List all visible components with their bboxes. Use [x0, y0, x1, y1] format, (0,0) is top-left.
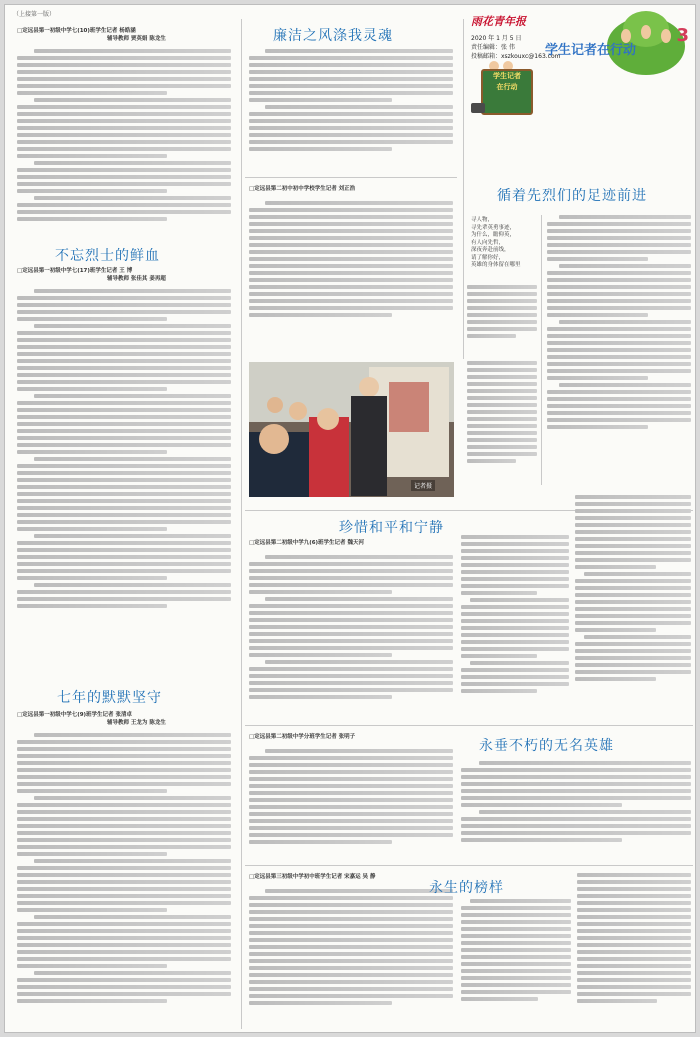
section-divider — [245, 725, 693, 726]
byline: □定远县第一初级中学七(9)班学生记者 张清卓 辅导教师 王龙为 陈龙生 — [17, 712, 166, 726]
article-headline: 七年的默默坚守 — [57, 690, 162, 706]
column-divider — [241, 19, 242, 1029]
article-headline: 永垂不朽的无名英雄 — [479, 738, 614, 754]
section-divider — [245, 177, 457, 178]
byline: □定远县第二初级中学分班学生记者 张明子 — [249, 734, 356, 740]
column-logo-badge — [481, 69, 533, 115]
newspaper-page — [4, 4, 696, 1033]
paper-name: 雨花青年报 — [471, 15, 526, 28]
byline: □定远县第二初级中学九(6)班学生记者 魏天河 — [249, 540, 364, 546]
column-divider — [463, 19, 464, 359]
article-body — [249, 201, 453, 351]
article-headline: 不忘烈士的鲜血 — [55, 248, 160, 264]
byline: □定远县第三初级中学初中班学生记者 宋嘉运 吴 静 — [249, 874, 376, 880]
article-body — [249, 889, 453, 1027]
article-body — [249, 555, 453, 715]
article-body — [461, 899, 571, 1027]
article-headline: 珍惜和平和宁静 — [339, 520, 444, 536]
article-body — [467, 361, 537, 485]
article-body — [17, 49, 231, 239]
article-body — [467, 285, 537, 355]
page-runner: （上接第一版） — [13, 11, 56, 18]
article-headline: 永生的榜样 — [429, 880, 504, 896]
article-body — [249, 749, 453, 859]
article-headline: 廉洁之风涤我灵魂 — [273, 28, 393, 44]
camera-icon — [471, 103, 485, 113]
badge-line: 学生记者 — [493, 72, 521, 80]
badge-line: 在行动 — [496, 83, 518, 91]
page-number: 3 — [676, 25, 689, 46]
guide-figure — [359, 377, 379, 397]
issue-date: 2020 年 1 月 5 日 — [471, 35, 522, 42]
section-divider — [245, 865, 693, 866]
byline: □定远县第一初级中学七(17)班学生记者 王 博 辅导教师 张佳其 姜再超 — [17, 268, 166, 282]
article-body — [577, 873, 691, 1027]
article-body — [461, 535, 569, 715]
photo-caption: 记者摄 — [411, 480, 435, 491]
byline: □定远县第二初中初中学校学生记者 刘正浩 — [249, 186, 356, 192]
article-body — [575, 495, 691, 715]
editor-credit: 责任编辑：张 伟 — [471, 44, 515, 51]
section-title: 学生记者在行动 — [545, 43, 637, 58]
news-photo — [249, 362, 454, 497]
masthead — [471, 11, 693, 129]
article-body — [17, 289, 231, 649]
article-headline: 循着先烈们的足迹前进 — [497, 188, 647, 204]
article-body — [547, 215, 691, 485]
byline: □定远县第一初级中学七(10)班学生记者 杨皓涵 辅导教师 贾英娟 陈龙生 — [17, 28, 166, 42]
submission-email: 投稿邮箱：xszkouxc@163.com — [471, 53, 561, 60]
article-body — [461, 761, 691, 861]
article-body — [17, 733, 231, 1023]
poem: 寻人物， 寻先辈英勇事迹， 为什么，瞻仰英， 有人向先哲， 深夜奔赴前线， 请了解你好， 英雄的身体留在哪里 — [471, 217, 521, 268]
student-figure-icon — [641, 25, 651, 39]
student-figure-icon — [661, 29, 671, 43]
student-figure — [259, 424, 289, 454]
article-body — [249, 49, 453, 171]
column-divider — [541, 215, 542, 485]
